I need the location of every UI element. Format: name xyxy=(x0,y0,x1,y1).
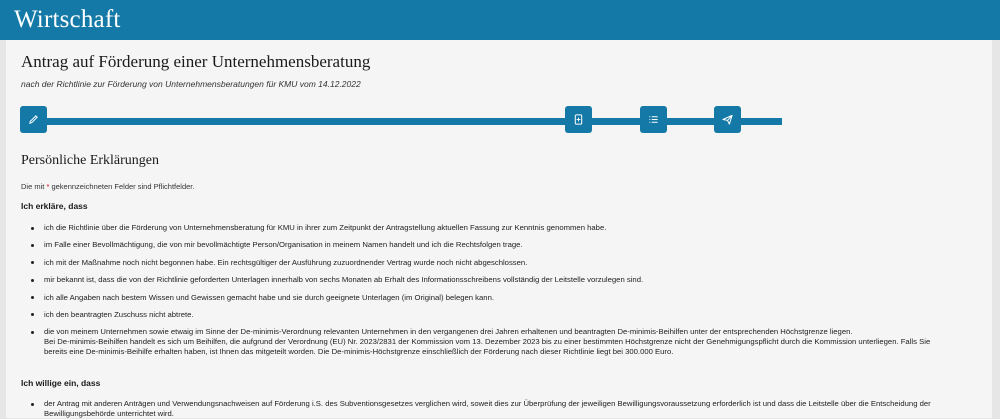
list-item: die von meinem Unternehmen sowie etwaig im Sinne der De-minimis-Verordnung relevanten Unternehmen in den vergangenen drei Jahren erhaltenen und beantragten De-minimis-Beihilfen unter der entsprechenden Höchstgrenze liegen. xyxy=(21,327,961,337)
step-send-button[interactable] xyxy=(714,106,741,133)
list-item: ich die Richtlinie über die Förderung von Unternehmensberatung für KMU in ihrer zum Zeitpunkt der Antragstellung aktuellen Fassung zur Kenntnis genommen habe. xyxy=(21,223,961,233)
page-title: Antrag auf Förderung einer Unternehmensberatung xyxy=(21,52,371,71)
form-page xyxy=(6,40,992,418)
consents-list xyxy=(21,399,961,419)
pencil-icon xyxy=(28,114,39,125)
list-item: ich den beantragten Zuschuss nicht abtrete. xyxy=(21,310,961,320)
required-fields-note xyxy=(21,182,194,191)
top-bar xyxy=(0,0,1000,40)
list-icon xyxy=(648,114,659,125)
declarations-list xyxy=(21,223,961,337)
list-item: ich alle Angaben nach bestem Wissen und Gewissen gemacht habe und sie durch geeignete Unterlagen (im Original) belegen kann. xyxy=(21,293,961,303)
step-document-button[interactable] xyxy=(565,106,592,133)
required-star: * xyxy=(46,182,50,191)
section-title: Persönliche Erklärungen xyxy=(21,153,160,168)
page-subtitle: nach der Richtlinie zur Förderung von Unternehmensberatungen für KMU vom 14.12.2022 xyxy=(21,79,361,89)
document-icon xyxy=(573,114,584,125)
list-item: mir bekannt ist, dass die von der Richtlinie geforderten Unterlagen innerhalb von sechs Monaten ab Erhalt des Informationsschreibens vollständig der Leitstelle vorzulegen sind. xyxy=(21,275,961,285)
list-item: ich mit der Maßnahme noch nicht begonnen habe. Ein rechtsgültiger der Ausführung zuzuordnender Vertrag wurde noch nicht abgeschlossen. xyxy=(21,258,961,268)
deminimis-note: Bei De-minimis-Beihilfen handelt es sich um Beihilfen, die aufgrund der Verordnung (EU) Nr. 2023/2831 der Kommission vom 13. Dezember 2023 bis zu einer bestimmten Höchstgrenze nicht der Genehmigungspflicht durch die Kommission unterliegen. Falls Sie bereits eine De-minimis-Beihilfe erhalten haben, ist Ihnen das mitgeteilt worden. Die De-minimis-Höchstgrenze einschließlich der Förderung nach dieser Richtlinie liegt bei 300.000 Euro. xyxy=(44,337,931,356)
list-item: im Falle einer Bevollmächtigung, die von mir bevollmächtigte Person/Organisation in meinem Namen handelt und ich die Rechtsfolgen trage. xyxy=(21,240,961,250)
required-note-after: gekennzeichneten Felder sind Pflichtfelder. xyxy=(51,182,195,191)
brand-title[interactable]: Wirtschaft xyxy=(14,6,121,33)
required-note-before: Die mit xyxy=(21,182,45,191)
step-edit-button[interactable] xyxy=(20,106,47,133)
stepper-track xyxy=(30,118,782,125)
list-item: der Antrag mit anderen Anträgen und Verwendungsnachweisen auf Förderung i.S. des Subventionsgesetzes verglichen wird, soweit dies zur Überprüfung der jeweiligen Bewilligungsvoraussetzung erforderlich ist und dass die Leitstelle über die Entscheidung der Bewilligungsbehörde unterrichtet wird. xyxy=(21,399,961,419)
consent-label: Ich willige ein, dass xyxy=(21,378,101,388)
step-list-button[interactable] xyxy=(640,106,667,133)
declare-label: Ich erkläre, dass xyxy=(21,201,88,211)
progress-stepper xyxy=(20,106,784,136)
send-icon xyxy=(722,114,733,125)
